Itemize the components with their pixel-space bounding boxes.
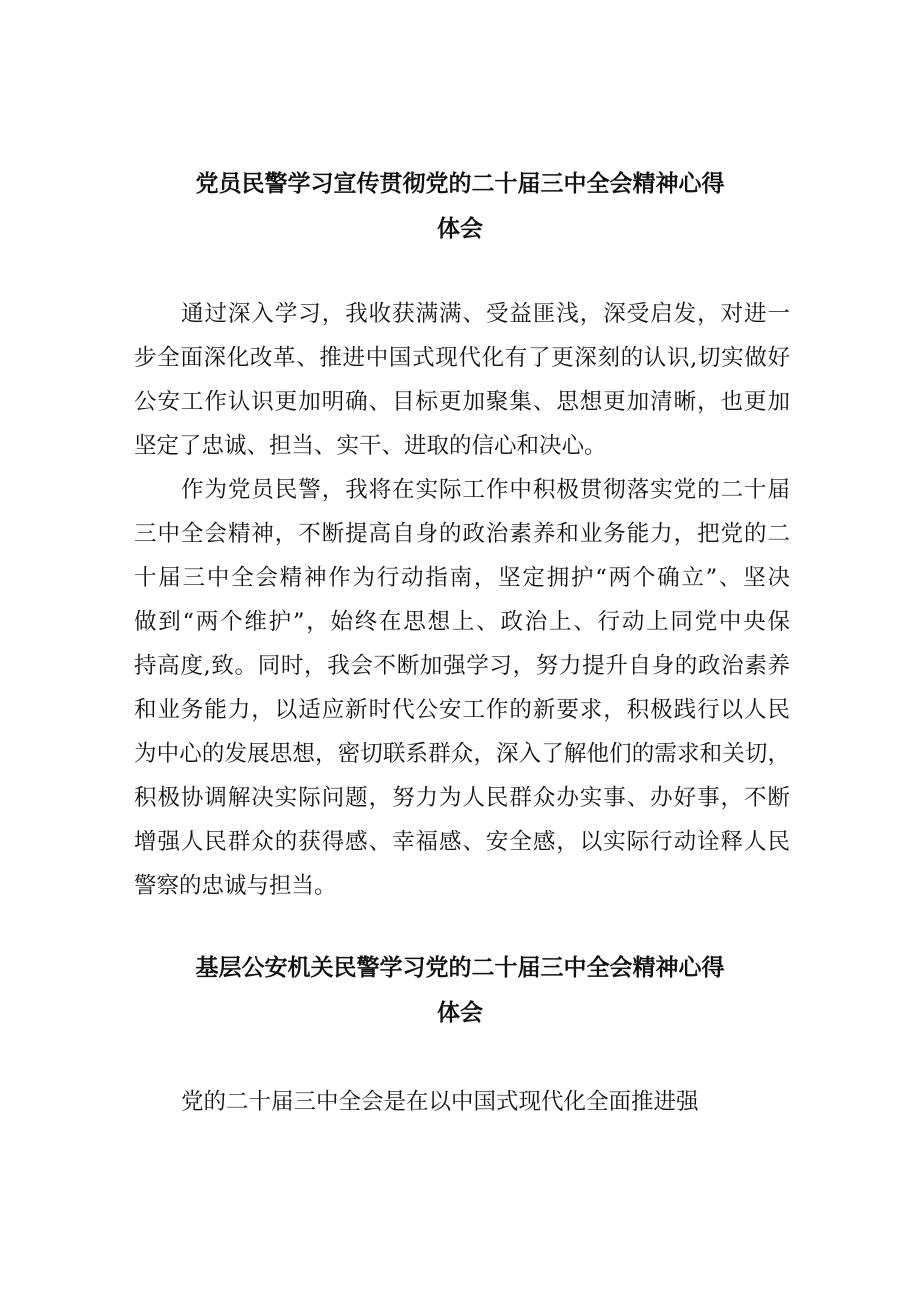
- paragraph-line: 公安工作认识更加明确、目标更加聚集、思想更加清晰，也更加: [134, 389, 790, 415]
- paragraph-line: 三中全会精神，不断提高自身的政治素养和业务能力，把党的二: [134, 521, 790, 547]
- section-2-paragraph-1: [134, 1080, 790, 1124]
- paragraph-line: 作为党员民警，我将在实际工作中积极贯彻落实党的二十届: [181, 477, 790, 503]
- paragraph-line: 持高度,致。同时，我会不断加强学习，努力提升自身的政治素养: [134, 653, 790, 679]
- section-1-paragraph-2: [134, 468, 790, 908]
- section-1-title-line: 体会: [437, 216, 483, 242]
- paragraph-line: 通过深入学习，我收获满满、受益匪浅，深受启发，对进一: [181, 301, 790, 327]
- section-2-title-line: 体会: [437, 1000, 483, 1026]
- paragraph-line: 警察的忠诚与担当。: [134, 873, 337, 899]
- section-2-title-line: 基层公安机关民警学习党的二十届三中全会精神心得: [195, 955, 725, 981]
- paragraph-line: 做到“两个维护”，始终在思想上、政治上、行动上同党中央保: [134, 609, 790, 635]
- section-1-paragraph-1: [134, 292, 790, 468]
- paragraph-line: 积极协调解决实际问题，努力为人民群众办实事、办好事，不断: [134, 785, 790, 811]
- paragraph-line: 步全面深化改革、推进中国式现代化有了更深刻的认识,切实做好: [134, 345, 790, 371]
- paragraph-line: 坚定了忠诚、担当、实干、进取的信心和决心。: [134, 433, 607, 459]
- paragraph-line: 十届三中全会精神作为行动指南，坚定拥护“两个确立”、坚决: [134, 565, 790, 591]
- paragraph-line: 为中心的发展思想，密切联系群众，深入了解他们的需求和关切，: [134, 741, 790, 767]
- paragraph-line: 增强人民群众的获得感、幸福感、安全感，以实际行动诠释人民: [134, 829, 790, 855]
- paragraph-line: 和业务能力，以适应新时代公安工作的新要求，积极践行以人民: [134, 697, 790, 723]
- section-1-title-line: 党员民警学习宣传贯彻党的二十届三中全会精神心得: [195, 171, 725, 197]
- section-1-title: [130, 162, 790, 252]
- section-2-title: [130, 946, 790, 1036]
- paragraph-line: 党的二十届三中全会是在以中国式现代化全面推进强: [181, 1089, 699, 1115]
